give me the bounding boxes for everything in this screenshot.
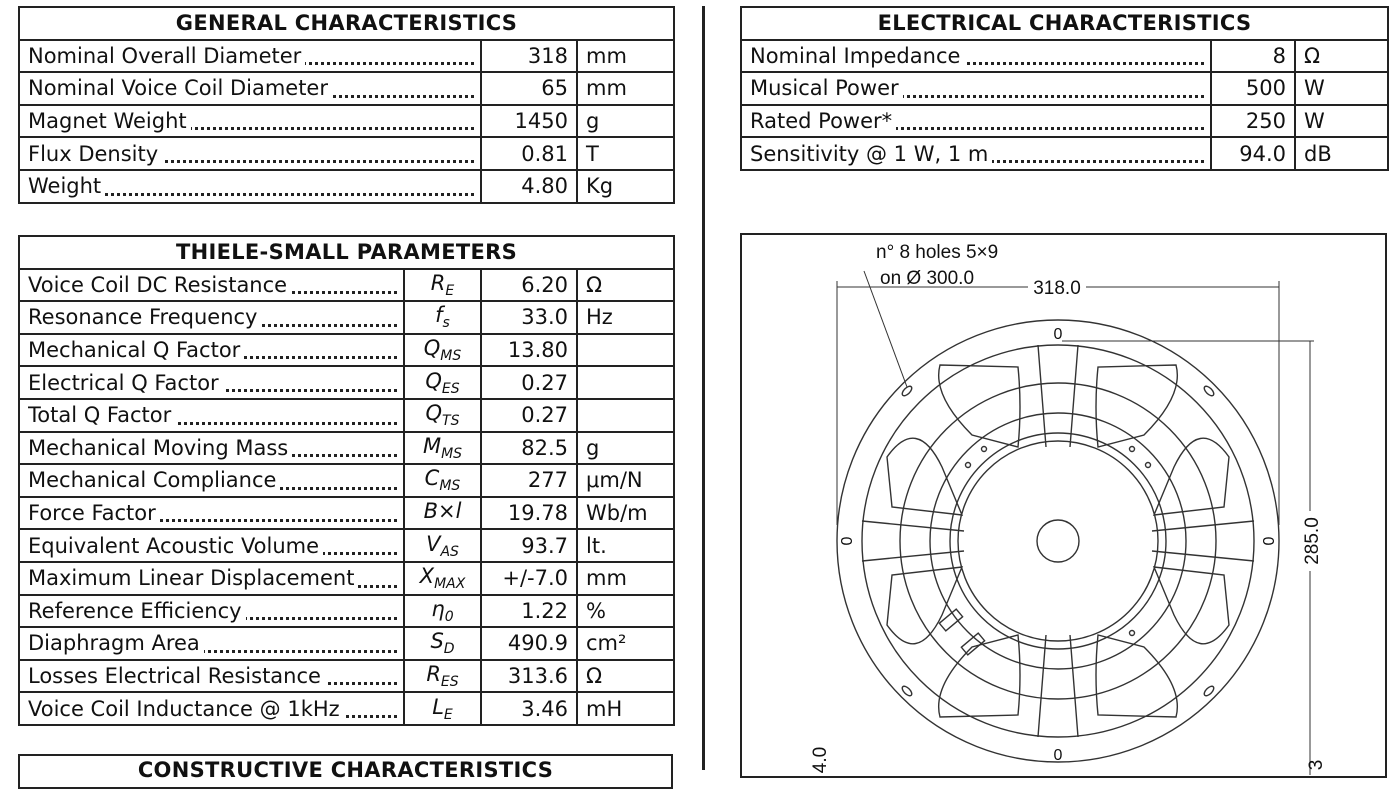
row-value: 490.9 xyxy=(481,627,577,660)
row-symbol: $f_s$ xyxy=(404,301,481,334)
row-symbol: $V_{AS}$ xyxy=(404,529,481,562)
table-row xyxy=(19,464,674,497)
row-value: 0.27 xyxy=(481,399,577,432)
zero-mark-left: 0 xyxy=(839,536,856,546)
row-label: Flux Density xyxy=(19,137,481,170)
zero-mark-bottom: 0 xyxy=(1053,747,1063,764)
row-label: Magnet Weight xyxy=(19,105,481,138)
row-value: 500 xyxy=(1211,72,1295,105)
row-value: 65 xyxy=(481,72,577,105)
constructive-characteristics-table xyxy=(18,754,673,789)
row-unit: W xyxy=(1295,105,1388,138)
general-characteristics-title: GENERAL CHARACTERISTICS xyxy=(19,7,674,40)
bottom-left-dimension: 4.0 xyxy=(810,746,831,774)
width-dimension: 318.0 xyxy=(1033,278,1081,299)
table-row xyxy=(19,269,674,302)
thiele-small-title: THIELE-SMALL PARAMETERS xyxy=(19,236,674,269)
row-value: 6.20 xyxy=(481,269,577,302)
surround-outer xyxy=(900,383,1216,699)
row-unit: dB xyxy=(1295,137,1388,170)
row-symbol: $Q_{ES}$ xyxy=(404,366,481,399)
row-label: Reference Efficiency xyxy=(19,595,404,628)
outer-rim xyxy=(837,320,1279,762)
thiele-small-table xyxy=(18,235,675,726)
row-unit: mH xyxy=(577,692,674,725)
table-row xyxy=(741,105,1388,138)
row-unit: % xyxy=(577,595,674,628)
row-label: Electrical Q Factor xyxy=(19,366,404,399)
table-row xyxy=(19,137,674,170)
row-symbol: $R_{ES}$ xyxy=(404,660,481,693)
row-value: 1450 xyxy=(481,105,577,138)
row-label: Mechanical Compliance xyxy=(19,464,404,497)
column-divider xyxy=(702,6,705,770)
row-unit xyxy=(577,399,674,432)
constructive-characteristics-title: CONSTRUCTIVE CHARACTERISTICS xyxy=(19,755,672,788)
row-label: Equivalent Acoustic Volume xyxy=(19,529,404,562)
height-dimension: 285.0 xyxy=(1302,517,1323,565)
table-row xyxy=(19,432,674,465)
row-value: 277 xyxy=(481,464,577,497)
row-symbol: $S_D$ xyxy=(404,627,481,660)
cone-edge xyxy=(950,433,1166,649)
row-value: 3.46 xyxy=(481,692,577,725)
row-label: Voice Coil DC Resistance xyxy=(19,269,404,302)
row-unit xyxy=(577,334,674,367)
row-label: Sensitivity @ 1 W, 1 m xyxy=(741,137,1211,170)
table-row xyxy=(741,137,1388,170)
row-value: 93.7 xyxy=(481,529,577,562)
table-row xyxy=(19,562,674,595)
row-symbol: $R_E$ xyxy=(404,269,481,302)
row-value: 4.80 xyxy=(481,170,577,203)
row-value: 94.0 xyxy=(1211,137,1295,170)
table-row xyxy=(19,660,674,693)
row-symbol: $C_{MS}$ xyxy=(404,464,481,497)
table-row xyxy=(19,692,674,725)
row-value: +/-7.0 xyxy=(481,562,577,595)
row-unit: Ω xyxy=(577,269,674,302)
row-symbol: $M_{MS}$ xyxy=(404,432,481,465)
row-unit: Kg xyxy=(577,170,674,203)
row-label: Maximum Linear Displacement xyxy=(19,562,404,595)
row-value: 313.6 xyxy=(481,660,577,693)
row-value: 33.0 xyxy=(481,301,577,334)
row-symbol: $\eta_0$ xyxy=(404,595,481,628)
row-label: Force Factor xyxy=(19,497,404,530)
row-label: Weight xyxy=(19,170,481,203)
row-symbol: B×l xyxy=(404,497,481,530)
row-label: Nominal Impedance xyxy=(741,40,1211,73)
speaker-drawing-svg xyxy=(742,235,1387,778)
table-row xyxy=(19,72,674,105)
row-symbol: $Q_{TS}$ xyxy=(404,399,481,432)
table-row xyxy=(19,170,674,203)
holes-note-line2: on Ø 300.0 xyxy=(880,268,975,289)
table-row xyxy=(19,529,674,562)
table-row xyxy=(741,40,1388,73)
row-unit: mm xyxy=(577,562,674,595)
electrical-characteristics-title: ELECTRICAL CHARACTERISTICS xyxy=(741,7,1388,40)
table-row xyxy=(19,40,674,73)
row-unit: g xyxy=(577,105,674,138)
row-value: 19.78 xyxy=(481,497,577,530)
table-row xyxy=(19,399,674,432)
row-unit: T xyxy=(577,137,674,170)
row-label: Total Q Factor xyxy=(19,399,404,432)
row-label: Losses Electrical Resistance xyxy=(19,660,404,693)
row-symbol: $L_E$ xyxy=(404,692,481,725)
row-label: Mechanical Q Factor xyxy=(19,334,404,367)
row-value: 0.27 xyxy=(481,366,577,399)
row-label: Diaphragm Area xyxy=(19,627,404,660)
row-symbol: $X_{MAX}$ xyxy=(404,562,481,595)
row-unit: W xyxy=(1295,72,1388,105)
row-unit: mm xyxy=(577,40,674,73)
surround-middle xyxy=(930,413,1186,669)
row-symbol: $Q_{MS}$ xyxy=(404,334,481,367)
electrical-characteristics-table xyxy=(740,6,1389,171)
row-unit: lt. xyxy=(577,529,674,562)
table-row xyxy=(741,72,1388,105)
bottom-right-dimension: 3 xyxy=(1306,759,1327,771)
row-label: Mechanical Moving Mass xyxy=(19,432,404,465)
row-value: 0.81 xyxy=(481,137,577,170)
row-value: 1.22 xyxy=(481,595,577,628)
general-characteristics-table xyxy=(18,6,675,204)
table-row xyxy=(19,105,674,138)
dust-cap xyxy=(1037,520,1079,562)
table-row xyxy=(19,595,674,628)
row-unit: cm² xyxy=(577,627,674,660)
row-unit: Hz xyxy=(577,301,674,334)
table-row xyxy=(19,497,674,530)
row-value: 13.80 xyxy=(481,334,577,367)
inner-rim xyxy=(862,345,1254,737)
row-value: 82.5 xyxy=(481,432,577,465)
row-unit: Ω xyxy=(1295,40,1388,73)
row-unit xyxy=(577,366,674,399)
row-unit: Wb/m xyxy=(577,497,674,530)
row-value: 8 xyxy=(1211,40,1295,73)
row-label: Rated Power* xyxy=(741,105,1211,138)
table-row xyxy=(19,627,674,660)
table-row xyxy=(19,334,674,367)
row-value: 318 xyxy=(481,40,577,73)
zero-mark-top: 0 xyxy=(1053,326,1063,343)
holes-note-line1: n° 8 holes 5×9 xyxy=(876,242,999,263)
zero-mark-right: 0 xyxy=(1261,536,1278,546)
row-label: Voice Coil Inductance @ 1kHz xyxy=(19,692,404,725)
row-label: Nominal Overall Diameter xyxy=(19,40,481,73)
table-row xyxy=(19,301,674,334)
row-unit: mm xyxy=(577,72,674,105)
table-row xyxy=(19,366,674,399)
row-label: Musical Power xyxy=(741,72,1211,105)
row-value: 250 xyxy=(1211,105,1295,138)
row-label: Nominal Voice Coil Diameter xyxy=(19,72,481,105)
row-unit: μm/N xyxy=(577,464,674,497)
row-unit: Ω xyxy=(577,660,674,693)
row-label: Resonance Frequency xyxy=(19,301,404,334)
speaker-technical-drawing xyxy=(740,233,1387,778)
row-unit: g xyxy=(577,432,674,465)
